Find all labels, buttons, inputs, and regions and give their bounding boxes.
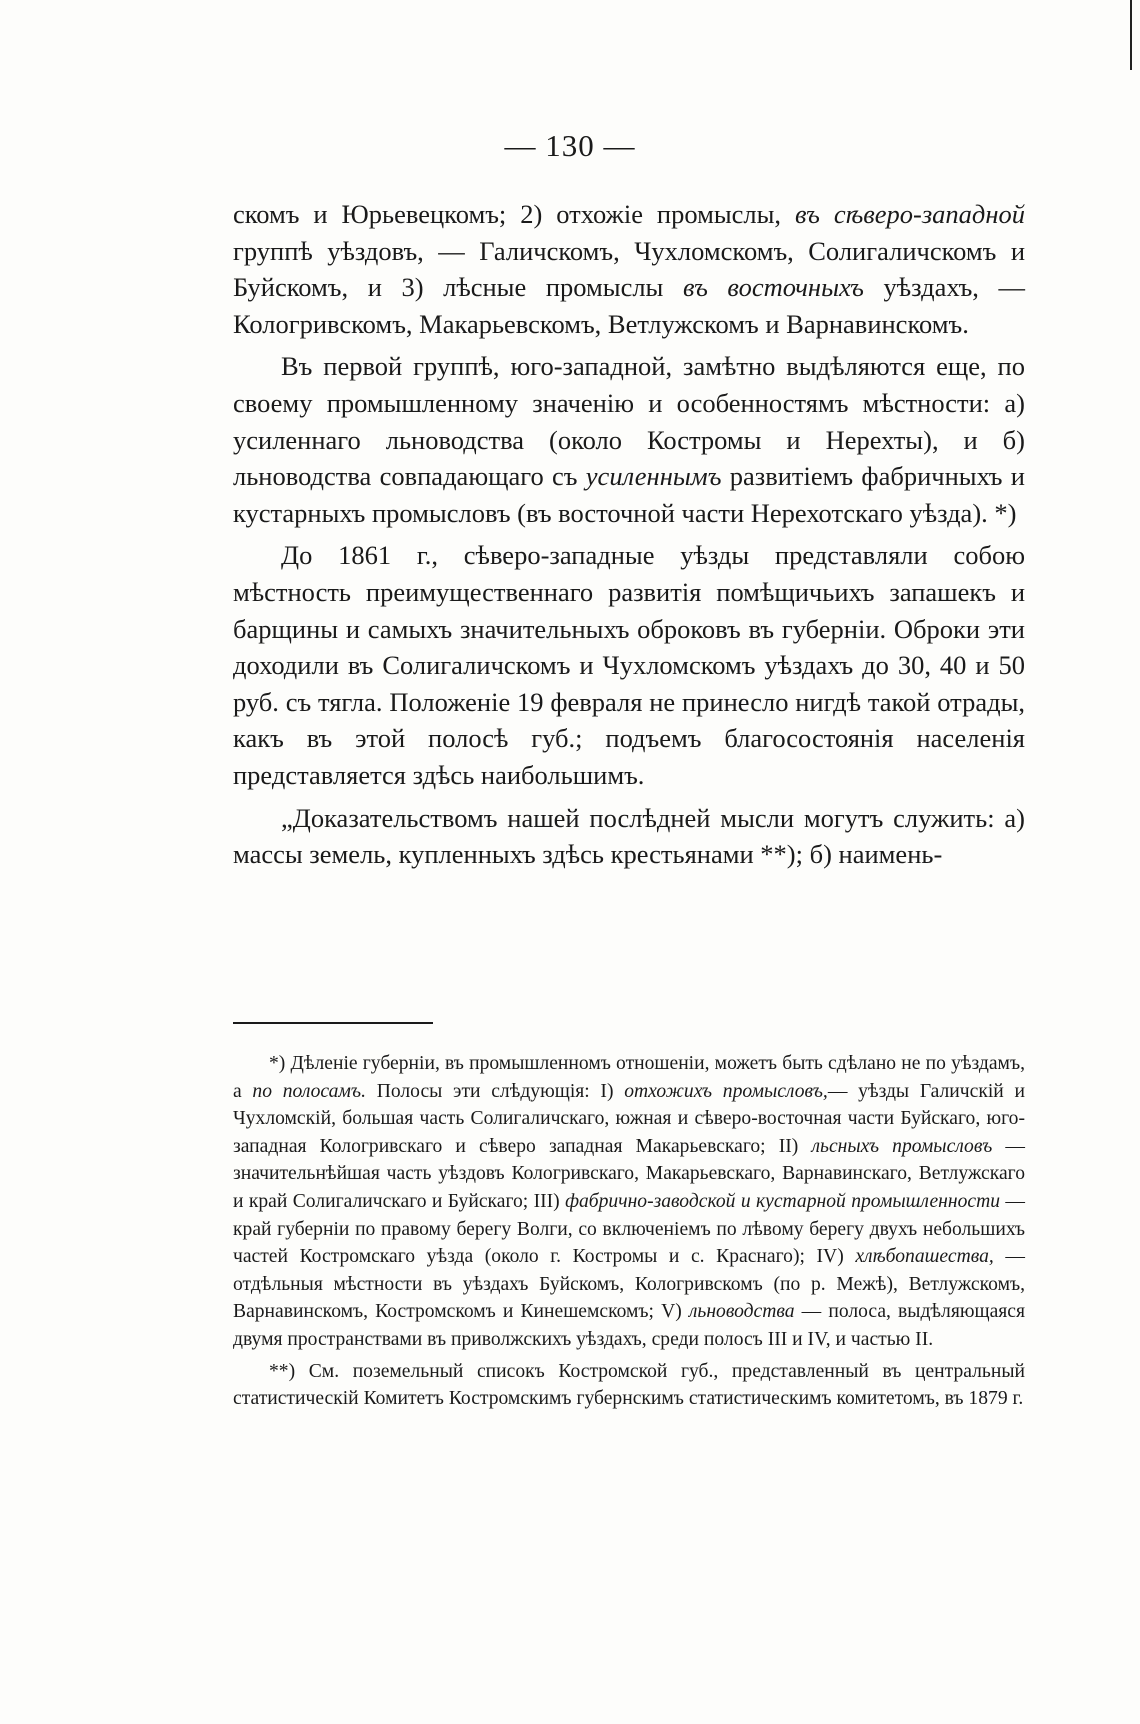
footnote-1-text-b: Полосы эти слѣдующія: I) [365, 1080, 625, 1102]
footnote-1-text-e: — край губерніи по правому берегу Волги, со включеніемъ по лѣвому берегу двухъ небольшихъ частей Костромскаго уѣзда (около г. Костромы и с. Краснаго); IV) [233, 1190, 1025, 1268]
page-edge-line [1130, 0, 1132, 70]
paragraph-1-text-c: уѣздахъ, — Кологривскомъ, Макарьевскомъ, Ветлужскомъ и Варнавинскомъ. [233, 272, 1025, 339]
paragraph-4: „Доказательствомъ нашей послѣдней мысли могутъ служить: а) массы земель, купленныхъ здѣсь крестьянами **); б) наимень- [233, 802, 1025, 870]
main-text [233, 196, 1025, 873]
footnote-1-text-f: — отдѣльныя мѣстности въ уѣздахъ Буйскомъ, Кологривскомъ (по р. Межѣ), Ветлужскомъ, Варнавинскомъ, Костромскомъ и Кинешемскомъ; V) [233, 1246, 1025, 1323]
footnote-1-text-c: — уѣзды Галичскій и Чухломскій, большая часть Солигаличскаго, южная и сѣверо-восточная части Буйскаго, юго-западная Кологривскаго и сѣверо западная Макарьевскаго; II) [233, 1080, 1025, 1157]
footnote-1 [233, 1050, 1025, 1354]
footnote-1-italic-e: хлѣбопашества, [855, 1246, 994, 1268]
footnote-1-italic-f: льноводства [688, 1301, 795, 1323]
footnote-1-text-g: — полоса, выдѣляющаяся двумя пространствами въ приволжскихъ уѣздахъ, среди полосъ III и IV, и частью II. [233, 1301, 1025, 1350]
page-number: — 130 — [504, 128, 636, 163]
footnote-1-italic-d: фабрично-заводской и кустарной промышленности [565, 1190, 1001, 1212]
paragraph-2-text-a: Въ первой группѣ, юго-западной, замѣтно выдѣляются еще, по своему промышленному значенію и особенностямъ мѣстности: а) усиленнаго льноводства (около Костромы и Нерехты), и б) льноводства совпадающаго съ [233, 351, 1025, 492]
paragraph-1 [233, 196, 1025, 342]
footnote-1-text-a: *) Дѣленіе губерніи, въ промышленномъ отношеніи, можетъ быть сдѣлано не по уѣздамъ, а [233, 1053, 1025, 1102]
paragraph-3: До 1861 г., сѣверо-западные уѣзды представляли собою мѣстность преимущественнаго развитія помѣщичьихъ запашекъ и барщины и самыхъ значительныхъ оброковъ въ губерніи. Оброки эти доходили въ Солигаличскомъ и Чухломскомъ уѣздахъ до 30, 40 и 50 руб. съ тягла. Положеніе 19 февраля не принесло нигдѣ такой отрады, какъ въ этой полосѣ губ.; подъемъ благосостоянія населенія представляется здѣсь наибольшимъ. [233, 540, 1025, 790]
footnote-separator [233, 1022, 433, 1024]
footnote-1-italic-b: отхожихъ промысловъ, [624, 1080, 828, 1102]
footnote-1-italic-a: по полосамъ. [252, 1080, 366, 1102]
paragraph-1-italic-b: въ восточныхъ [682, 272, 864, 303]
paragraph-1-italic-a: въ сѣверо-западной [794, 199, 1025, 229]
paragraph-2-italic-a: усиленнымъ [585, 461, 722, 492]
footnote-1-italic-c: льсныхъ промысловъ [811, 1135, 993, 1157]
footnote-2: **) См. поземельный списокъ Костромской губ., представленный въ центральный статистическій Комитетъ Костромскимъ губернскимъ статистическимъ комитетомъ, въ 1879 г. [233, 1360, 1025, 1410]
footnotes [233, 1050, 1025, 1413]
footnote-1-text-d: — значительнѣйшая часть уѣздовъ Кологривскаго, Макарьевскаго, Варнавинскаго, Ветлужскаго и край Солигаличскаго и Буйскаго; III) [233, 1135, 1025, 1212]
paragraph-1-text-a: скомъ и Юрьевецкомъ; 2) отхожіе промыслы, [233, 199, 795, 229]
paragraph-2-text-b: развитіемъ фабричныхъ и кустарныхъ промысловъ (въ восточной части Нерехотскаго уѣзда). *) [233, 461, 1025, 528]
paragraph-1-text-b: группѣ уѣздовъ, — Галичскомъ, Чухломскомъ, Солигаличскомъ и Буйскомъ, и 3) лѣсные промыслы [233, 235, 1025, 303]
paragraph-2 [233, 348, 1025, 531]
